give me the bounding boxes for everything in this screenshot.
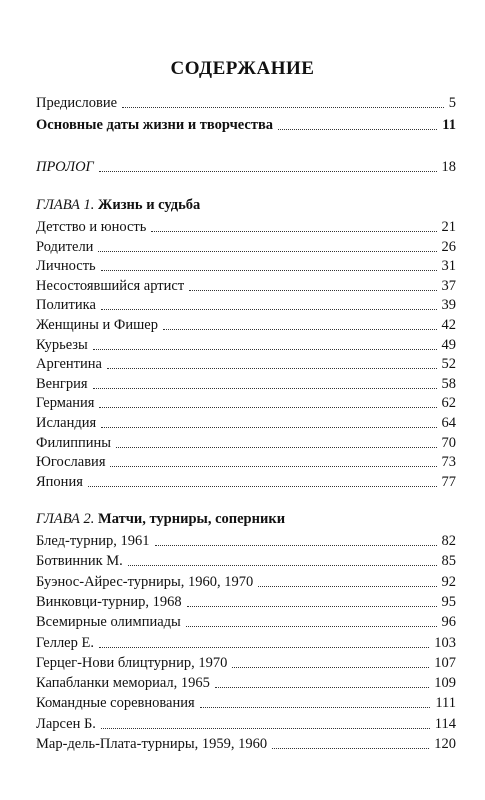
toc-entry-page: 26	[441, 238, 456, 255]
leader-dots	[278, 128, 437, 130]
toc-entry[interactable]	[36, 114, 456, 134]
leader-dots	[163, 328, 437, 330]
toc-entry-page: 114	[434, 715, 456, 732]
toc-entry-label: Командные соревнования	[36, 695, 195, 712]
toc-entry-label: Германия	[36, 395, 95, 412]
toc-entry-label: Родители	[36, 238, 94, 255]
leader-dots	[215, 686, 429, 688]
toc-entry[interactable]	[36, 92, 456, 112]
leader-dots	[88, 485, 437, 487]
toc-entry-page: 85	[441, 553, 456, 570]
chapter-heading	[36, 510, 456, 528]
toc-entry-label: Несостоявшийся артист	[36, 277, 185, 294]
toc-entry-label: Основные даты жизни и творчества	[36, 117, 274, 133]
toc-entry[interactable]	[36, 255, 456, 275]
leader-dots	[99, 646, 429, 648]
leader-dots	[122, 106, 444, 108]
toc-entry-label: Геллер Е.	[36, 634, 94, 651]
toc-entry-label: Исландия	[36, 415, 97, 431]
toc-entry-label: Всемирные олимпиады	[36, 614, 181, 631]
toc-entry[interactable]	[36, 550, 456, 570]
leader-dots	[187, 605, 437, 607]
toc-entry-page: 21	[441, 219, 456, 235]
toc-entry-page: 82	[441, 533, 456, 549]
leader-dots	[93, 387, 437, 389]
toc-entry-label: Мар-дель-Плата-турниры, 1959, 1960	[36, 736, 268, 752]
toc-entry[interactable]	[36, 353, 456, 373]
toc-entry[interactable]	[36, 530, 456, 550]
toc-entry-page: 11	[442, 117, 456, 133]
toc-entry-page: 77	[441, 473, 456, 490]
toc-entry-label: Герцег-Нови блицтурнир, 1970	[36, 654, 228, 671]
toc-entry-page: 73	[441, 454, 456, 471]
chapter-title: Жизнь и судьба	[98, 197, 201, 213]
toc-entry[interactable]	[36, 451, 456, 471]
toc-entry-page: 109	[434, 675, 456, 692]
toc-entry-label: Предисловие	[36, 95, 118, 111]
toc-entry-label: Личность	[36, 258, 96, 275]
toc-entry[interactable]	[36, 652, 456, 672]
toc-entry[interactable]	[36, 591, 456, 611]
leader-dots	[101, 269, 437, 271]
toc-entry-page: 18	[441, 159, 456, 175]
toc-entry[interactable]	[36, 471, 456, 491]
toc-entry-label: Блед-турнир, 1961	[36, 533, 150, 549]
toc-entry-label: Ларсен Б.	[36, 715, 96, 732]
leader-dots	[128, 564, 437, 566]
toc-entry-page: 58	[441, 375, 456, 392]
leader-dots	[258, 585, 436, 587]
toc-entry-label: Филиппины	[36, 434, 111, 451]
leader-dots	[99, 170, 437, 172]
leader-dots	[107, 367, 437, 369]
toc-entry-page: 103	[434, 634, 456, 651]
leader-dots	[151, 230, 436, 232]
leader-dots	[93, 348, 437, 350]
leader-dots	[98, 250, 436, 252]
leader-dots	[189, 289, 436, 291]
leader-dots	[101, 727, 430, 729]
leader-dots	[272, 747, 429, 749]
toc-entry-page: 5	[448, 95, 456, 111]
leader-dots	[186, 625, 437, 627]
leader-dots	[99, 406, 436, 408]
page-title: СОДЕРЖАНИЕ	[170, 58, 315, 79]
toc-entry-label: Югославия	[36, 454, 106, 471]
toc-entry-label: Детство и юность	[36, 219, 147, 235]
chapter-number: ГЛАВА 2.	[36, 511, 95, 527]
toc-entry-page: 42	[441, 317, 456, 333]
toc-entry-page: 37	[441, 277, 456, 294]
leader-dots	[116, 446, 437, 448]
toc-entry[interactable]	[36, 672, 456, 692]
toc-entry-label: Курьезы	[36, 336, 88, 353]
toc-entry[interactable]	[36, 432, 456, 452]
toc-entry-page: 120	[434, 736, 456, 752]
leader-dots	[110, 465, 436, 467]
toc-entry[interactable]	[36, 733, 456, 753]
toc-entry-page: 62	[441, 395, 456, 412]
toc-entry[interactable]	[36, 412, 456, 432]
toc-entry-page: 39	[441, 297, 456, 314]
toc-entry-page: 92	[441, 573, 456, 590]
chapter-title: Матчи, турниры, соперники	[98, 511, 286, 527]
toc-entry[interactable]	[36, 571, 456, 591]
toc-entry[interactable]	[36, 692, 456, 712]
leader-dots	[200, 706, 431, 708]
toc-entry-label: Буэнос-Айрес-турниры, 1960, 1970	[36, 573, 254, 590]
leader-dots	[101, 308, 437, 310]
toc-entry[interactable]	[36, 713, 456, 733]
toc-entry-page: 95	[441, 593, 456, 610]
toc-entry-page: 52	[441, 356, 456, 373]
toc-entry[interactable]	[36, 236, 456, 256]
toc-entry-page: 31	[441, 258, 456, 275]
toc-entry[interactable]	[36, 216, 456, 236]
toc-entry[interactable]	[36, 275, 456, 295]
toc-entry[interactable]	[36, 314, 456, 334]
toc-entry-label: Женщины и Фишер	[36, 317, 158, 333]
toc-entry[interactable]	[36, 373, 456, 393]
toc-entry-label: Политика	[36, 297, 96, 314]
toc-entry-label: Капабланки мемориал, 1965	[36, 675, 210, 692]
leader-dots	[232, 666, 429, 668]
leader-dots	[155, 544, 437, 546]
toc-entry-label: Венгрия	[36, 375, 88, 392]
chapter-number: ГЛАВА 1.	[36, 197, 95, 213]
leader-dots	[101, 426, 436, 428]
toc-entry-label: Аргентина	[36, 356, 102, 373]
chapter-heading	[36, 196, 456, 214]
toc-entry-page: 49	[441, 336, 456, 353]
toc-entry-page: 96	[441, 614, 456, 631]
toc-entry[interactable]	[36, 611, 456, 631]
toc-entry-page: 111	[435, 695, 456, 712]
toc-entry[interactable]	[36, 294, 456, 314]
toc-entry-prologue[interactable]	[36, 156, 456, 176]
toc-entry-label: Япония	[36, 473, 83, 490]
toc-entry-page: 70	[441, 434, 456, 451]
toc-entry[interactable]	[36, 334, 456, 354]
toc-entry-label: ПРОЛОГ	[36, 159, 94, 175]
toc-entry-page: 107	[434, 654, 456, 671]
toc-entry[interactable]	[36, 632, 456, 652]
toc-entry-label: Винковци-турнир, 1968	[36, 593, 182, 610]
toc-entry-page: 64	[441, 415, 456, 431]
toc-entry[interactable]	[36, 392, 456, 412]
toc-entry-label: Ботвинник М.	[36, 553, 123, 570]
